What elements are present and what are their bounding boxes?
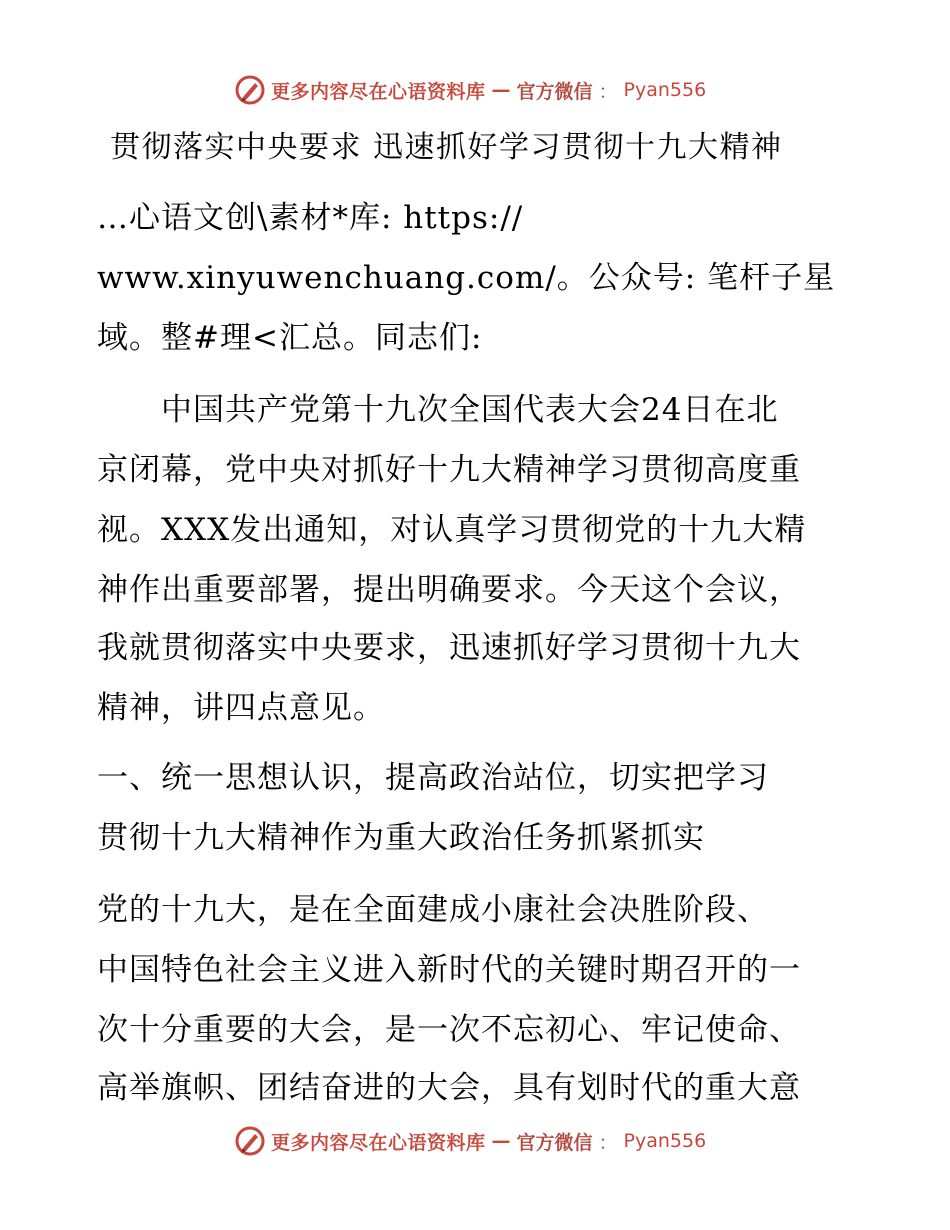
body-line: 中国共产党第十九次全国代表大会24日在北 bbox=[97, 392, 779, 428]
banner-main-text: 更多内容尽在心语资料库 bbox=[271, 80, 486, 103]
section-heading: 贯彻十九大精神作为重大政治任务抓紧抓实 bbox=[97, 820, 705, 856]
banner-sub-text: 官方微信 bbox=[516, 80, 593, 103]
body-line: 中国特色社会主义进入新时代的关键时期召开的一 bbox=[97, 952, 801, 988]
body-line: 神作出重要部署，提出明确要求。今天这个会议， bbox=[97, 572, 801, 608]
body-line: 我就贯彻落实中央要求，迅速抓好学习贯彻十九大 bbox=[97, 630, 801, 666]
body-line: 次十分重要的大会，是一次不忘初心、牢记使命、 bbox=[97, 1012, 801, 1048]
document-title: 贯彻落实中央要求 迅速抓好学习贯彻十九大精神 bbox=[110, 130, 783, 165]
pen-logo-icon bbox=[235, 75, 265, 105]
banner-main-text: 更多内容尽在心语资料库 bbox=[271, 1131, 486, 1154]
banner-separator: — bbox=[491, 79, 511, 101]
banner-separator: — bbox=[491, 1130, 511, 1152]
body-line: 域。整#理<汇总。同志们: bbox=[97, 320, 483, 356]
banner-sub-text: 官方微信 bbox=[516, 1131, 593, 1154]
banner-wechat-id: Pyan556 bbox=[623, 1130, 707, 1152]
banner-wechat-id: Pyan556 bbox=[623, 79, 707, 101]
body-line: …心语文创\素材*库: https:// bbox=[97, 200, 524, 236]
footer-banner bbox=[235, 1124, 706, 1158]
body-line: 视。XXX发出通知，对认真学习贯彻党的十九大精 bbox=[97, 512, 807, 548]
body-line: 京闭幕，党中央对抓好十九大精神学习贯彻高度重 bbox=[97, 452, 801, 488]
section-heading: 一、统一思想认识，提高政治站位，切实把学习 bbox=[97, 760, 769, 796]
body-line: 高举旗帜、团结奋进的大会，具有划时代的重大意 bbox=[97, 1070, 801, 1106]
header-banner bbox=[235, 73, 706, 107]
body-line: 精神，讲四点意见。 bbox=[97, 690, 385, 726]
body-line: www.xinyuwenchuang.com/。公众号: 笔杆子星 bbox=[97, 260, 836, 296]
pen-logo-icon bbox=[235, 1126, 265, 1156]
banner-colon: ： bbox=[598, 1131, 618, 1154]
banner-colon: ： bbox=[598, 80, 618, 103]
body-line: 党的十九大，是在全面建成小康社会决胜阶段、 bbox=[97, 892, 769, 928]
